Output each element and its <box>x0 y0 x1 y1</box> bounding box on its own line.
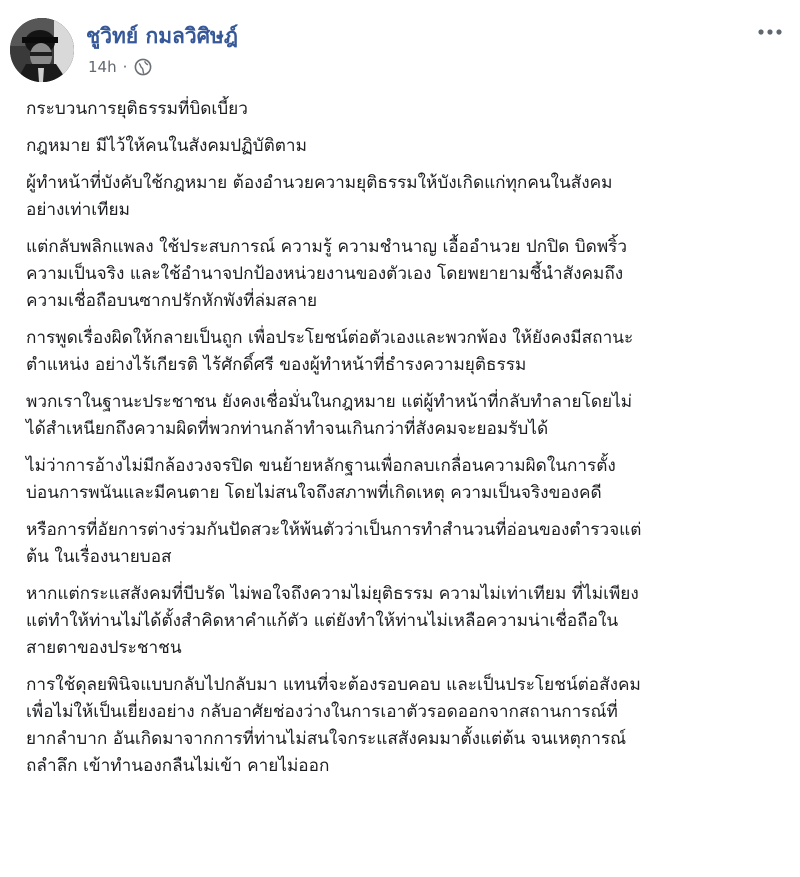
meta-separator: · <box>122 58 128 76</box>
post-text-line: สายตาของประชาชน <box>26 638 182 658</box>
author-avatar[interactable] <box>10 18 74 82</box>
post-paragraph <box>26 517 796 571</box>
post-text-line: หรือการที่อัยการต่างร่วมกันปัดสวะให้พ้นตัวว่าเป็นการทำสำนวนที่อ่อนของตำรวจแต่ <box>26 520 642 540</box>
post-text-line: ความเชื่อถือบนซากปรักหักพังที่ล่มสลาย <box>26 291 318 311</box>
post-text-line: ยากลำบาก อันเกิดมาจากการที่ท่านไม่สนใจกระแสสังคมมาตั้งแต่ต้น จนเหตุการณ์ <box>26 729 627 749</box>
post-timestamp[interactable]: 14h <box>88 58 117 76</box>
post-paragraph <box>26 170 796 224</box>
more-horizontal-icon <box>757 28 783 36</box>
post-header <box>8 6 792 86</box>
post-text-line: อย่างเท่าเทียม <box>26 200 130 220</box>
post-text-line: กฎหมาย มีไว้ให้คนในสังคมปฏิบัติตาม <box>26 136 307 156</box>
post-paragraph <box>26 672 796 780</box>
avatar-photo-icon <box>10 18 74 82</box>
post-text-line: ผู้ทำหน้าที่บังคับใช้กฎหมาย ต้องอำนวยความยุติธรรมให้บังเกิดแก่ทุกคนในสังคม <box>26 173 613 193</box>
post-text-line: พวกเราในฐานะประชาชน ยังคงเชื่อมั่นในกฎหมาย แต่ผู้ทำหน้าที่กลับทำลายโดยไม่ <box>26 392 633 412</box>
post-text-line: ต้น ในเรื่องนายบอส <box>26 547 172 567</box>
post-paragraph <box>26 581 796 662</box>
post-text-line: บ่อนการพนันและมีคนตาย โดยไม่สนใจถึงสภาพที่เกิดเหตุ ความเป็นจริงของคดี <box>26 483 602 503</box>
post-paragraph <box>26 453 796 507</box>
post-paragraph <box>26 325 796 379</box>
post-text-line: ไม่ว่าการอ้างไม่มีกล้องวงจรปิด ขนย้ายหลักฐานเพื่อกลบเกลื่อนความผิดในการตั้ง <box>26 456 616 476</box>
post-text-line: การพูดเรื่องผิดให้กลายเป็นถูก เพื่อประโยชน์ต่อตัวเองและพวกพ้อง ให้ยังคงมีสถานะ <box>26 328 634 348</box>
post-text-line: แต่กลับพลิกแพลง ใช้ประสบการณ์ ความรู้ ความชำนาญ เอื้ออำนวย ปกปิด บิดพริ้ว <box>26 237 628 257</box>
post-text-line: แต่ทำให้ท่านไม่ได้ตั้งสำคิดหาคำแก้ตัว แต่ยังทำให้ท่านไม่เหลือความน่าเชื่อถือใน <box>26 611 619 631</box>
more-options-button[interactable] <box>754 20 786 44</box>
post-paragraph <box>26 234 796 315</box>
post-body-text <box>26 96 796 790</box>
post-text-line: กระบวนการยุติธรรมที่บิดเบี้ยว <box>26 99 248 119</box>
post-text-line: ตำแหน่ง อย่างไร้เกียรติ ไร้ศักดิ์ศรี ของผู้ทำหน้าที่ธำรงความยุติธรรม <box>26 355 527 375</box>
post-text-line: การใช้ดุลยพินิจแบบกลับไปกลับมา แทนที่จะต้องรอบคอบ และเป็นประโยชน์ต่อสังคม <box>26 675 641 695</box>
post-text-line: เพื่อไม่ให้เป็นเยี่ยงอย่าง กลับอาศัยช่องว่างในการเอาตัวรอดออกจากสถานการณ์ที่ <box>26 702 618 722</box>
author-name-link[interactable]: ชูวิทย์ กมลวิศิษฎ์ <box>86 24 238 48</box>
post-text-line: ความเป็นจริง และใช้อำนาจปกป้องหน่วยงานของตัวเอง โดยพยายามชี้นำสังคมถึง <box>26 264 624 284</box>
post-text-line: ได้สำเหนียกถึงความผิดที่พวกท่านกล้าทำจนเกินกว่าที่สังคมจะยอมรับได้ <box>26 419 549 439</box>
post-paragraph <box>26 389 796 443</box>
post-meta <box>88 58 152 76</box>
post-paragraph <box>26 133 796 160</box>
post-text-line: ถลำลึก เข้าทำนองกลืนไม่เข้า คายไม่ออก <box>26 756 330 776</box>
post-text-line: หากแต่กระแสสังคมที่บีบรัด ไม่พอใจถึงความไม่ยุติธรรม ความไม่เท่าเทียม ที่ไม่เพียง <box>26 584 639 604</box>
post-paragraph <box>26 96 796 123</box>
globe-icon[interactable] <box>134 58 152 76</box>
